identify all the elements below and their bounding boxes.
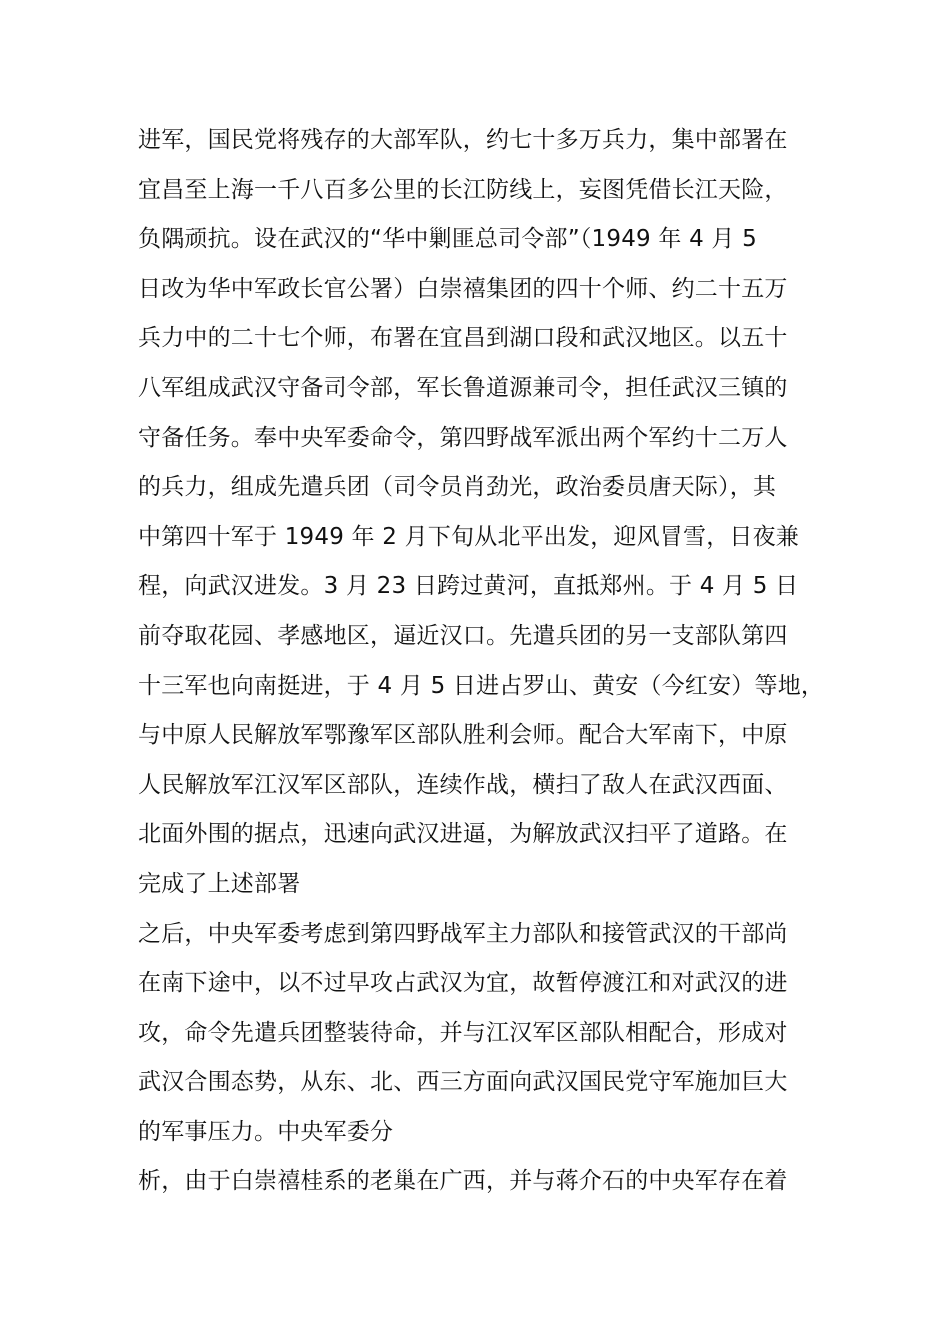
text-line: 十三军也向南挺进，于 4 月 5 日进占罗山、黄安（今红安）等地， [138,672,825,699]
text-line: 守备任务。奉中央军委命令，第四野战军派出两个军约十二万人 [138,424,788,451]
text-line: 的军事压力。中央军委分 [138,1118,394,1145]
text-line: 在南下途中，以不过早攻占武汉为宜，故暂停渡江和对武汉的进 [138,970,788,997]
text-line: 析，由于白崇禧桂系的老巢在广西，并与蒋介石的中央军存在着 [138,1168,788,1195]
text-line: 进军，国民党将残存的大部军队，约七十多万兵力，集中部署在 [138,127,788,153]
text-line: 八军组成武汉守备司令部，军长鲁道源兼司令，担任武汉三镇的 [138,374,788,401]
body-text [138,116,825,1207]
text-line: 人民解放军江汉军区部队，连续作战，横扫了敌人在武汉西面、 [138,771,788,798]
text-line: 宜昌至上海一千八百多公里的长江防线上，妄图凭借长江天险， [138,176,788,203]
text-line: 前夺取花园、孝感地区，逼近汉口。先遣兵团的另一支部队第四 [138,622,788,649]
text-line: 与中原人民解放军鄂豫军区部队胜利会师。配合大军南下，中原 [138,722,788,749]
text-line: 攻，命令先遣兵团整装待命，并与江汉军区部队相配合，形成对 [138,1019,788,1046]
text-line: 的兵力，组成先遣兵团（司令员肖劲光，政治委员唐天际），其 [138,474,777,501]
text-line: 中第四十军于 1949 年 2 月下旬从北平出发，迎风冒雪，日夜兼 [138,523,800,550]
text-line: 日改为华中军政长官公署）白崇禧集团的四十个师、约二十五万 [138,275,788,302]
text-line: 负隅顽抗。设在武汉的“华中剿匪总司令部”（1949 年 4 月 5 [138,226,757,253]
text-line: 之后，中央军委考虑到第四野战军主力部队和接管武汉的干部尚 [138,920,788,947]
text-line: 兵力中的二十七个师，布署在宜昌到湖口段和武汉地区。以五十 [138,325,788,352]
text-line: 北面外围的据点，迅速向武汉进逼，为解放武汉扫平了道路。在 [138,821,788,848]
text-line: 完成了上述部署 [138,870,301,897]
text-line: 武汉合围态势，从东、北、西三方面向武汉国民党守军施加巨大 [138,1069,788,1096]
text-line: 程，向武汉进发。3 月 23 日跨过黄河，直抵郑州。于 4 月 5 日 [138,573,799,600]
